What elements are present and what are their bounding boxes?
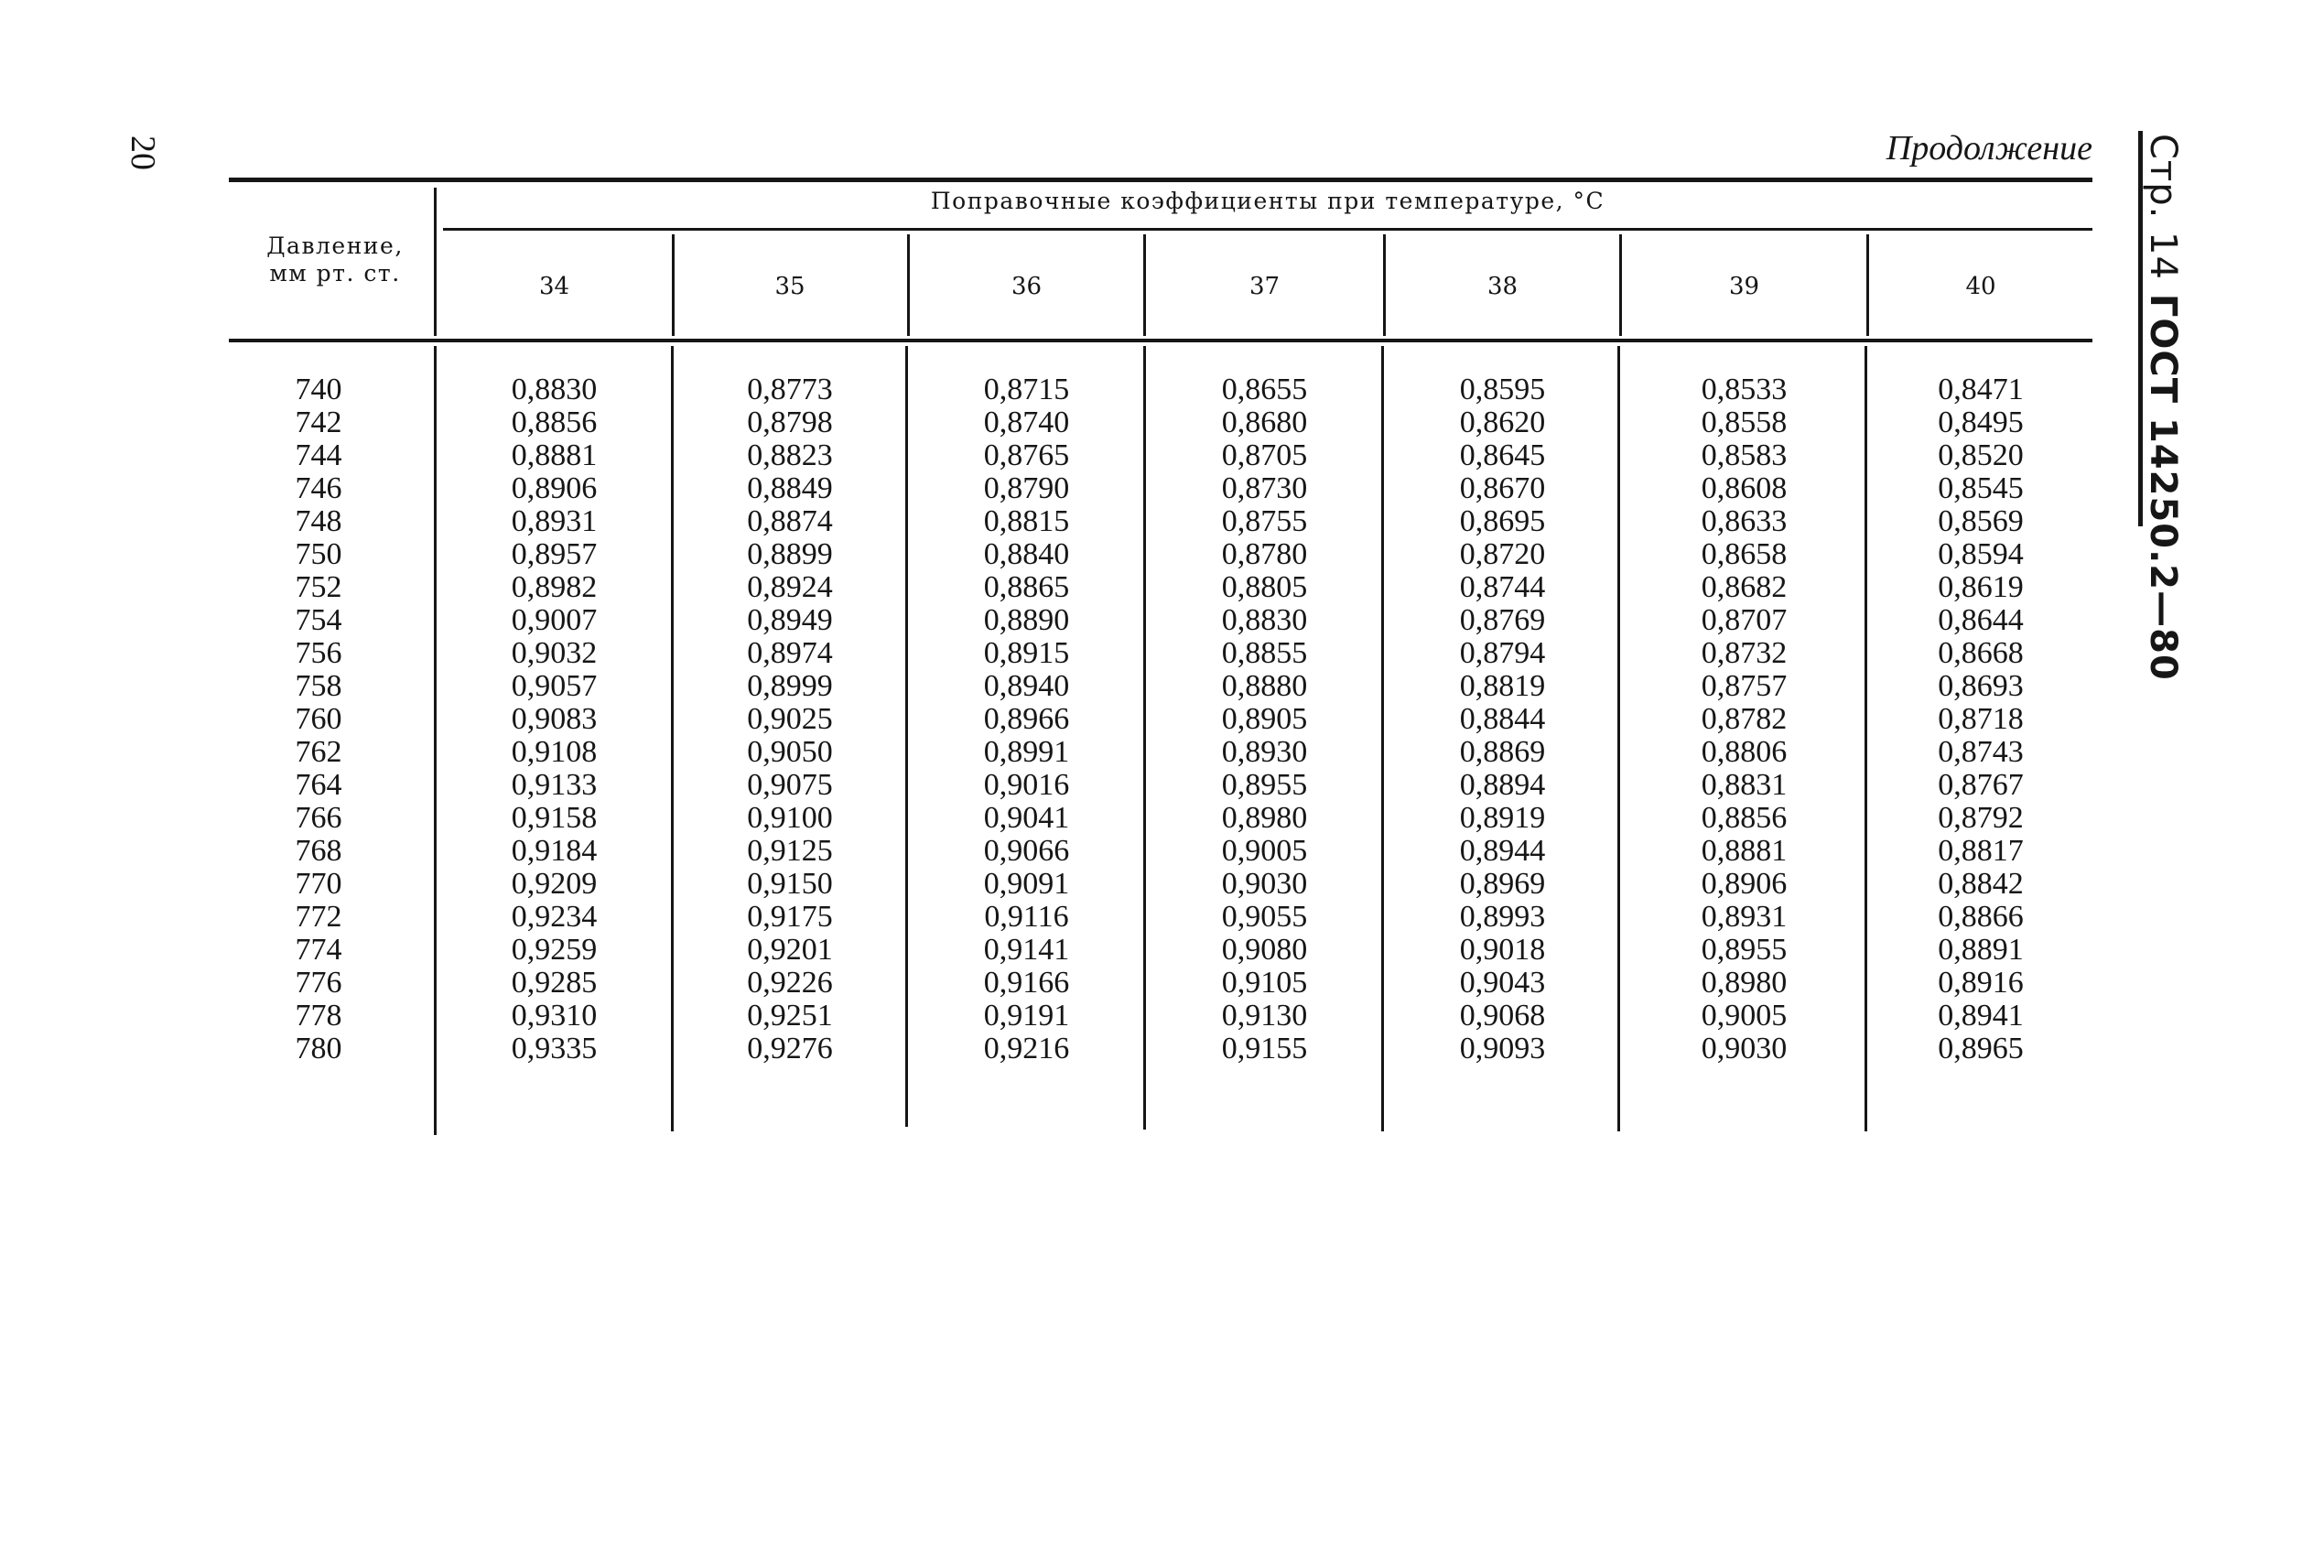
- coefficient-cell: 0,8980: [1221, 801, 1308, 835]
- coefficient-cell: 0,8823: [747, 438, 833, 472]
- coefficient-cell: 0,9259: [511, 933, 598, 967]
- coefficient-cell: 0,8740: [983, 406, 1070, 439]
- coefficient-cell: 0,8767: [1938, 768, 2024, 802]
- coefficient-cell: 0,8830: [1221, 603, 1308, 637]
- coefficient-cell: 0,8855: [1221, 636, 1308, 670]
- pressure-cell: 752: [295, 570, 342, 604]
- coefficient-cell: 0,9158: [511, 801, 598, 835]
- coefficient-cell: 0,8844: [1459, 702, 1546, 736]
- temperature-header: 37: [1248, 273, 1281, 300]
- stub-divider-body: [434, 346, 437, 1135]
- coefficient-cell: 0,8915: [983, 636, 1070, 670]
- coefficient-cell: 0,8718: [1938, 702, 2024, 736]
- coefficient-cell: 0,8715: [983, 373, 1070, 406]
- temperature-header: 34: [538, 273, 570, 300]
- coefficient-cell: 0,9133: [511, 768, 598, 802]
- coefficient-cell: 0,8680: [1221, 406, 1308, 439]
- coefficient-cell: 0,8880: [1221, 669, 1308, 703]
- coefficient-cell: 0,9184: [511, 834, 598, 868]
- coefficient-column-39: [1622, 373, 1866, 1065]
- pressure-cell: 746: [295, 471, 342, 505]
- coefficient-cell: 0,8773: [747, 373, 833, 406]
- coefficient-cell: 0,9201: [747, 933, 833, 967]
- coefficient-cell: 0,8856: [511, 406, 598, 439]
- coefficient-cell: 0,8993: [1459, 900, 1546, 934]
- coefficient-cell: 0,8668: [1938, 636, 2024, 670]
- coefficient-cell: 0,8974: [747, 636, 833, 670]
- table-top-rule: [229, 178, 2092, 182]
- coefficient-cell: 0,8856: [1701, 801, 1788, 835]
- pressure-cell: 762: [295, 735, 342, 769]
- pressure-cell: 768: [295, 834, 342, 868]
- pressure-cell: 760: [295, 702, 342, 736]
- coefficient-cell: 0,9080: [1221, 933, 1308, 967]
- coefficient-cell: 0,9057: [511, 669, 598, 703]
- header-bottom-rule: [229, 339, 2092, 342]
- coefficient-cell: 0,8798: [747, 406, 833, 439]
- coefficient-cell: 0,8782: [1701, 702, 1788, 736]
- coefficient-cell: 0,8743: [1938, 735, 2024, 769]
- coefficient-cell: 0,8633: [1701, 504, 1788, 538]
- coefficient-cell: 0,8644: [1938, 603, 2024, 637]
- coefficient-column-40: [1869, 373, 2092, 1065]
- coefficient-cell: 0,8682: [1701, 570, 1788, 604]
- coefficient-cell: 0,8955: [1221, 768, 1308, 802]
- coefficient-cell: 0,8931: [511, 504, 598, 538]
- pressure-cell: 772: [295, 900, 342, 934]
- coefficient-cell: 0,9005: [1701, 999, 1788, 1033]
- coefficient-cell: 0,8982: [511, 570, 598, 604]
- coefficient-cell: 0,9191: [983, 999, 1070, 1033]
- coefficient-cell: 0,8905: [1221, 702, 1308, 736]
- coefficient-cell: 0,8874: [747, 504, 833, 538]
- side-reference-standard: ГОСТ 14250.2—80: [2142, 293, 2184, 681]
- coefficient-cell: 0,9108: [511, 735, 598, 769]
- coefficient-cell: 0,8780: [1221, 537, 1308, 571]
- coefficient-cell: 0,8765: [983, 438, 1070, 472]
- coefficient-cell: 0,8790: [983, 471, 1070, 505]
- coefficient-cell: 0,9018: [1459, 933, 1546, 967]
- coefficient-cell: 0,8840: [983, 537, 1070, 571]
- coefficient-cell: 0,9068: [1459, 999, 1546, 1033]
- temperature-header: 38: [1486, 273, 1519, 300]
- coefficient-cell: 0,8558: [1701, 406, 1788, 439]
- pressure-cell: 754: [295, 603, 342, 637]
- coefficient-cell: 0,8890: [983, 603, 1070, 637]
- coefficient-cell: 0,8940: [983, 669, 1070, 703]
- coefficient-cell: 0,9285: [511, 966, 598, 1000]
- coefficient-cell: 0,9335: [511, 1032, 598, 1065]
- coefficient-cell: 0,8655: [1221, 373, 1308, 406]
- coefficient-cell: 0,8707: [1701, 603, 1788, 637]
- coefficient-cell: 0,9234: [511, 900, 598, 934]
- coefficient-cell: 0,8991: [983, 735, 1070, 769]
- coefficient-cell: 0,9041: [983, 801, 1070, 835]
- pressure-cell: 742: [295, 406, 342, 439]
- coefficient-cell: 0,8957: [511, 537, 598, 571]
- coefficient-cell: 0,8955: [1701, 933, 1788, 967]
- coefficient-cell: 0,9130: [1221, 999, 1308, 1033]
- coefficient-cell: 0,8583: [1701, 438, 1788, 472]
- coefficient-cell: 0,8645: [1459, 438, 1546, 472]
- coefficient-cell: 0,8792: [1938, 801, 2024, 835]
- coefficient-cell: 0,9030: [1221, 867, 1308, 901]
- coefficient-cell: 0,8520: [1938, 438, 2024, 472]
- group-header: Поправочные коэффициенты при температуре, °С: [930, 188, 1605, 214]
- coefficient-cell: 0,9005: [1221, 834, 1308, 868]
- coefficient-cell: 0,8545: [1938, 471, 2024, 505]
- coefficient-cell: 0,9276: [747, 1032, 833, 1065]
- coefficient-cell: 0,8620: [1459, 406, 1546, 439]
- coefficient-cell: 0,8495: [1938, 406, 2024, 439]
- coefficient-cell: 0,9083: [511, 702, 598, 736]
- coefficient-cell: 0,9016: [983, 768, 1070, 802]
- coefficient-cell: 0,8819: [1459, 669, 1546, 703]
- temperature-header: 40: [1965, 273, 1996, 300]
- coefficient-column-34: [438, 373, 671, 1065]
- temperature-header: 35: [774, 273, 805, 300]
- coefficient-cell: 0,8899: [747, 537, 833, 571]
- coefficient-cell: 0,8805: [1221, 570, 1308, 604]
- pressure-cell: 744: [295, 438, 342, 472]
- coefficient-cell: 0,9310: [511, 999, 598, 1033]
- coefficient-cell: 0,8869: [1459, 735, 1546, 769]
- temperature-header: 36: [1011, 273, 1043, 300]
- coefficient-cell: 0,8949: [747, 603, 833, 637]
- coefficient-cell: 0,9125: [747, 834, 833, 868]
- coefficient-cell: 0,8891: [1938, 933, 2024, 967]
- coefficient-cell: 0,8830: [511, 373, 598, 406]
- coefficient-cell: 0,9030: [1701, 1032, 1788, 1065]
- coefficient-cell: 0,8849: [747, 471, 833, 505]
- stub-header-line: Давление,: [266, 232, 404, 259]
- coefficient-cell: 0,8705: [1221, 438, 1308, 472]
- coefficient-cell: 0,8906: [1701, 867, 1788, 901]
- coefficient-cell: 0,8533: [1701, 373, 1788, 406]
- side-reference-page: Стр. 14: [2142, 134, 2184, 280]
- coefficient-cell: 0,8906: [511, 471, 598, 505]
- coefficient-cell: 0,8670: [1459, 471, 1546, 505]
- coefficient-cell: 0,8924: [747, 570, 833, 604]
- coefficient-cell: 0,8744: [1459, 570, 1546, 604]
- coefficient-cell: 0,9066: [983, 834, 1070, 868]
- pressure-cell: 770: [295, 867, 342, 901]
- coefficient-cell: 0,8930: [1221, 735, 1308, 769]
- coefficient-cell: 0,9226: [747, 966, 833, 1000]
- coefficient-cell: 0,8817: [1938, 834, 2024, 868]
- pressure-cell: 778: [295, 999, 342, 1033]
- coefficient-cell: 0,9251: [747, 999, 833, 1033]
- coefficient-cell: 0,8730: [1221, 471, 1308, 505]
- stub-divider-header: [434, 188, 437, 336]
- coefficient-cell: 0,9007: [511, 603, 598, 637]
- pressure-cell: 780: [295, 1032, 342, 1065]
- col-divider-body: [905, 346, 908, 1127]
- coefficient-column-35: [675, 373, 905, 1065]
- pressure-cell: 758: [295, 669, 342, 703]
- coefficient-cell: 0,9166: [983, 966, 1070, 1000]
- coefficient-column-37: [1146, 373, 1383, 1065]
- coefficient-cell: 0,8916: [1938, 966, 2024, 1000]
- pressure-cell: 776: [295, 966, 342, 1000]
- coefficient-column-38: [1386, 373, 1619, 1065]
- coefficient-cell: 0,8842: [1938, 867, 2024, 901]
- coefficient-cell: 0,8693: [1938, 669, 2024, 703]
- coefficient-cell: 0,9209: [511, 867, 598, 901]
- coefficient-cell: 0,9116: [984, 900, 1069, 934]
- coefficient-cell: 0,8931: [1701, 900, 1788, 934]
- coefficient-cell: 0,8471: [1938, 373, 2024, 406]
- coefficient-cell: 0,9093: [1459, 1032, 1546, 1065]
- group-header-rule: [443, 228, 2092, 231]
- coefficient-cell: 0,9155: [1221, 1032, 1308, 1065]
- coefficient-cell: 0,8965: [1938, 1032, 2024, 1065]
- coefficient-cell: 0,9055: [1221, 900, 1308, 934]
- pressure-cell: 764: [295, 768, 342, 802]
- coefficient-cell: 0,8999: [747, 669, 833, 703]
- coefficient-cell: 0,8865: [983, 570, 1070, 604]
- coefficient-cell: 0,9091: [983, 867, 1070, 901]
- coefficient-cell: 0,8966: [983, 702, 1070, 736]
- coefficient-column-36: [910, 373, 1143, 1065]
- coefficient-cell: 0,8919: [1459, 801, 1546, 835]
- page-number: 20: [124, 135, 162, 170]
- continuation-label: Продолжение: [1886, 129, 2092, 168]
- side-reference: [2142, 134, 2184, 681]
- coefficient-cell: 0,9075: [747, 768, 833, 802]
- coefficient-cell: 0,8732: [1701, 636, 1788, 670]
- coefficient-cell: 0,8755: [1221, 504, 1308, 538]
- coefficient-cell: 0,9032: [511, 636, 598, 670]
- coefficient-cell: 0,8894: [1459, 768, 1546, 802]
- pressure-cell: 774: [295, 933, 342, 967]
- coefficient-cell: 0,9105: [1221, 966, 1308, 1000]
- coefficient-cell: 0,8594: [1938, 537, 2024, 571]
- coefficient-cell: 0,9141: [983, 933, 1070, 967]
- coefficient-cell: 0,8866: [1938, 900, 2024, 934]
- pressure-cell: 756: [295, 636, 342, 670]
- coefficient-cell: 0,9100: [747, 801, 833, 835]
- coefficient-cell: 0,8980: [1701, 966, 1788, 1000]
- coefficient-cell: 0,9043: [1459, 966, 1546, 1000]
- coefficient-cell: 0,9150: [747, 867, 833, 901]
- coefficient-cell: 0,8769: [1459, 603, 1546, 637]
- coefficient-cell: 0,8969: [1459, 867, 1546, 901]
- coefficient-cell: 0,9050: [747, 735, 833, 769]
- coefficient-cell: 0,9025: [747, 702, 833, 736]
- stub-header-line: мм рт. ст.: [269, 260, 401, 287]
- coefficient-cell: 0,8608: [1701, 471, 1788, 505]
- coefficient-cell: 0,8695: [1459, 504, 1546, 538]
- coefficient-cell: 0,8619: [1938, 570, 2024, 604]
- coefficient-cell: 0,9175: [747, 900, 833, 934]
- coefficient-cell: 0,8569: [1938, 504, 2024, 538]
- coefficient-cell: 0,8595: [1459, 373, 1546, 406]
- stub-header: [245, 232, 425, 287]
- coefficient-cell: 0,8806: [1701, 735, 1788, 769]
- temperature-header: 39: [1728, 273, 1760, 300]
- coefficient-cell: 0,8831: [1701, 768, 1788, 802]
- pressure-cell: 766: [295, 801, 342, 835]
- col-divider-body: [671, 346, 674, 1131]
- coefficient-cell: 0,9216: [983, 1032, 1070, 1065]
- pressure-cell: 748: [295, 504, 342, 538]
- coefficient-cell: 0,8941: [1938, 999, 2024, 1033]
- coefficient-cell: 0,8720: [1459, 537, 1546, 571]
- coefficient-cell: 0,8881: [511, 438, 598, 472]
- coefficient-cell: 0,8794: [1459, 636, 1546, 670]
- coefficient-cell: 0,8757: [1701, 669, 1788, 703]
- coefficient-cell: 0,8815: [983, 504, 1070, 538]
- pressure-cell: 750: [295, 537, 342, 571]
- pressure-column: [245, 373, 392, 1065]
- coefficient-cell: 0,8881: [1701, 834, 1788, 868]
- coefficient-cell: 0,8944: [1459, 834, 1546, 868]
- coefficient-cell: 0,8658: [1701, 537, 1788, 571]
- pressure-cell: 740: [295, 373, 342, 406]
